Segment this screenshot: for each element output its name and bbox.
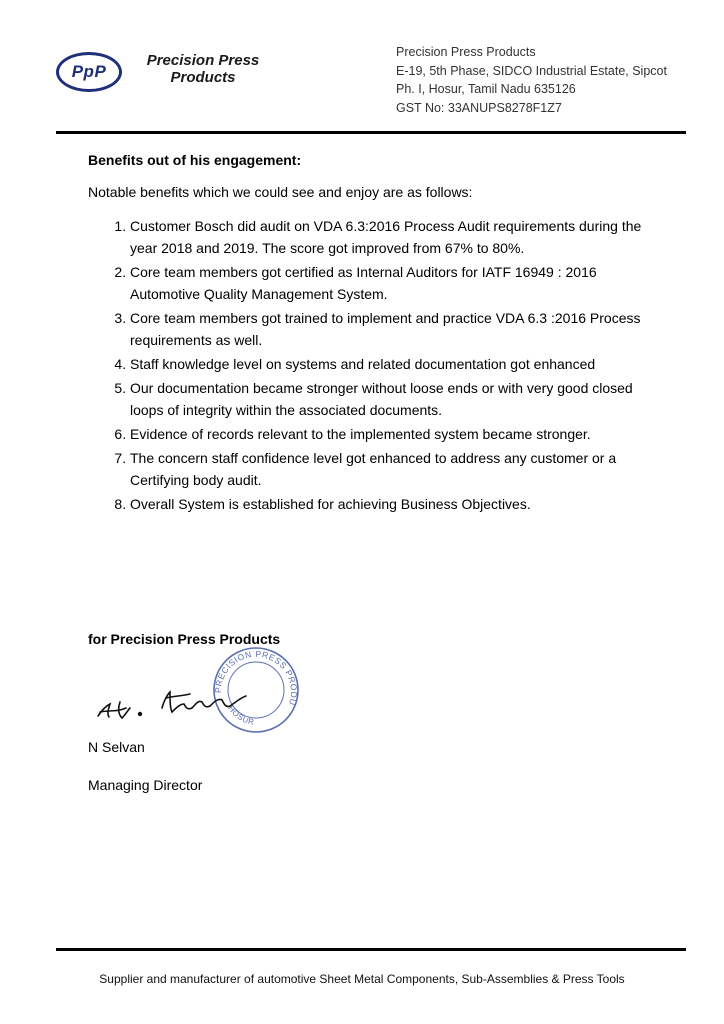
logo-line-2: Products xyxy=(170,69,236,86)
list-item: 7. The concern staff confidence level got enhanced to address any customer or a Certifying body audit. xyxy=(130,447,648,491)
signature-and-stamp-image xyxy=(90,646,330,738)
logo-line-1: Precision Press xyxy=(146,52,260,69)
list-item: 4. Staff knowledge level on systems and related documentation got enhanced xyxy=(130,353,648,375)
company-logo xyxy=(56,50,266,98)
logo-mark-text: PpP xyxy=(71,62,107,81)
signatory-name: N Selvan xyxy=(88,739,145,755)
letter-body xyxy=(88,150,648,517)
stamp-text: PRECISION PRESS PRODU xyxy=(212,648,300,707)
footer-tagline: Supplier and manufacturer of automotive Sheet Metal Components, Sub-Assemblies & Press Tools xyxy=(99,972,625,986)
stamp-bottom-text: HOSUR xyxy=(226,703,256,727)
signature-block xyxy=(90,646,330,738)
list-item: 1. Customer Bosch did audit on VDA 6.3:2016 Process Audit requirements during the year 2018 and 2019. The score got improved from 67% to 80%. xyxy=(130,215,648,259)
svg-text:PRECISION PRESS PRODUCTS xyxy=(90,646,299,707)
intro-paragraph: Notable benefits which we could see and enjoy are as follows: xyxy=(88,184,473,200)
logo-wordmark xyxy=(128,52,278,86)
list-item: 5. Our documentation became stronger without loose ends or with very good closed loops of integrity within the associated documents. xyxy=(130,377,648,421)
list-item: 6. Evidence of records relevant to the implemented system became stronger. xyxy=(130,423,648,445)
address-line: Precision Press Products xyxy=(396,45,536,59)
list-item: 2. Core team members got certified as Internal Auditors for IATF 16949 : 2016 Automotive Quality Management System. xyxy=(130,261,648,305)
address-line: E-19, 5th Phase, SIDCO Industrial Estate, Sipcot xyxy=(396,63,667,78)
address-line: Ph. I, Hosur, Tamil Nadu 635126 xyxy=(396,82,576,96)
gst-number: GST No: 33ANUPS8278F1Z7 xyxy=(396,100,562,115)
handwritten-signature xyxy=(98,692,246,718)
list-item: 3. Core team members got trained to implement and practice VDA 6.3 :2016 Process requirements as well. xyxy=(130,307,648,351)
section-heading: Benefits out of his engagement: xyxy=(88,152,302,168)
signatory-title: Managing Director xyxy=(88,777,203,793)
signoff-line: for Precision Press Products xyxy=(88,631,281,647)
logo-mark xyxy=(56,52,122,92)
company-address xyxy=(396,43,667,117)
footer-divider xyxy=(56,948,686,951)
header-divider xyxy=(56,131,686,134)
list-item: 8. Overall System is established for achieving Business Objectives. xyxy=(130,493,648,515)
company-stamp xyxy=(90,646,299,732)
benefits-list xyxy=(88,215,648,515)
